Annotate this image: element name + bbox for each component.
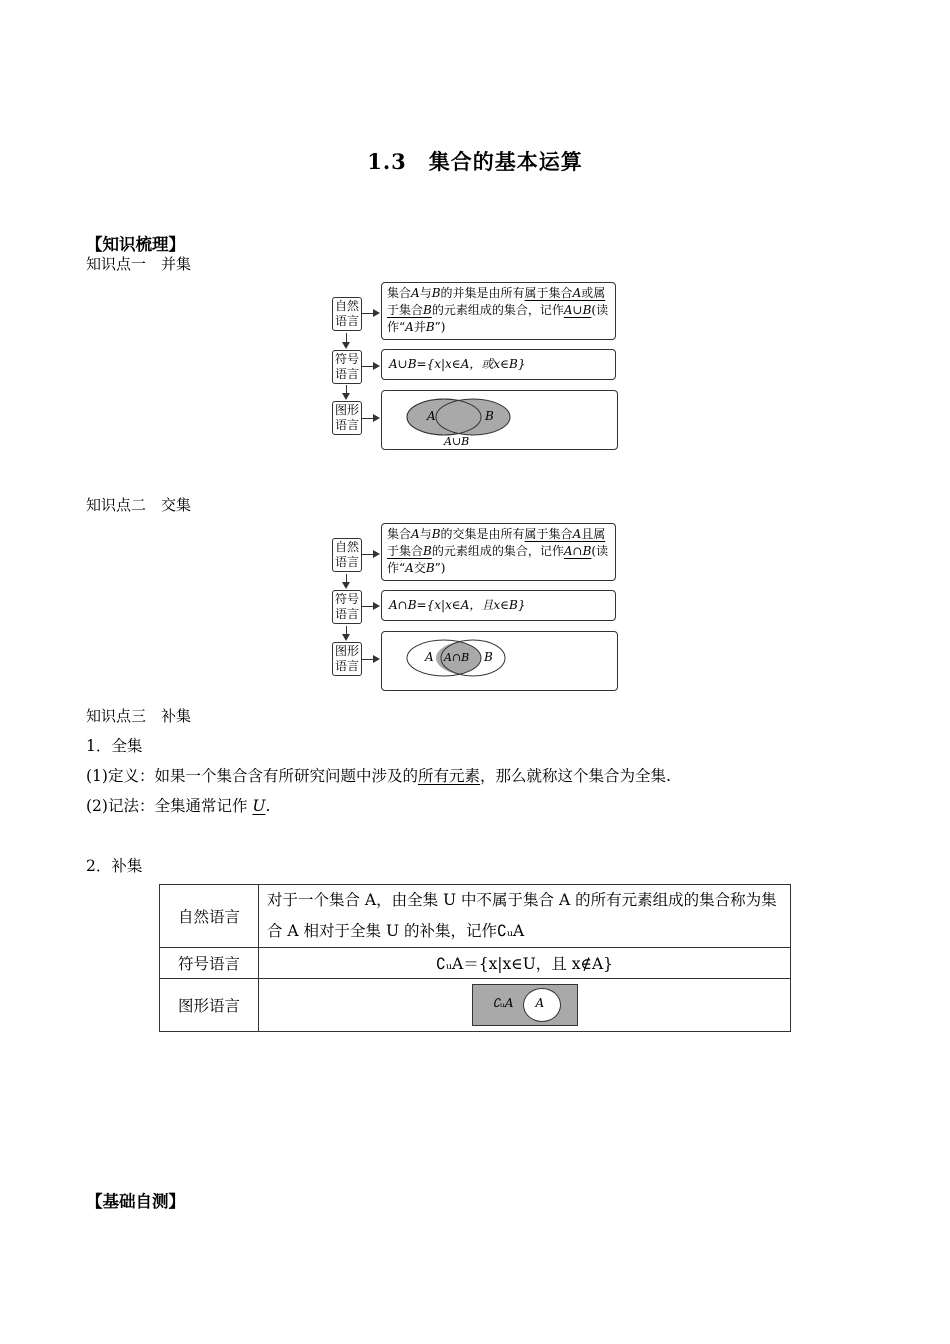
union-symbol-formula: A∪B={x|x∈A，或x∈B} <box>389 357 526 371</box>
union-natural-box: 集合A与B的并集是由所有属于集合A或属 于集合B的元素组成的集合，记作A∪B(读作“A并B”) <box>381 282 616 340</box>
graph-language-label: 图形语言 <box>160 979 259 1032</box>
universe-title: 1．全集 <box>86 737 143 755</box>
natural-language-text: 对于一个集合 A，由全集 U 中不属于集合 A 的所有元素组成的集合称为集合 A 相对于全集 U 的补集，记作∁ᵤA <box>259 885 791 948</box>
universe-notation: (2)记法：全集通常记作 U. <box>86 797 271 815</box>
intersection-natural-box: 集合A与B的交集是由所有属于集合A且属 于集合B的元素组成的集合，记作A∩B(读作“A交B”) <box>381 523 616 581</box>
union-graph-box <box>381 390 618 450</box>
table-row <box>160 885 791 948</box>
complement-table <box>159 884 791 1032</box>
complement-outside-label: ∁ᵤA <box>492 996 514 1010</box>
intersection-graph-label: 图形语言 <box>332 642 362 676</box>
union-venn-diagram <box>382 391 617 449</box>
intersection-symbol-label: 符号语言 <box>332 590 362 624</box>
universe-definition: (1)定义：如果一个集合含有所研究问题中涉及的所有元素，那么就称这个集合为全集. <box>86 767 671 785</box>
arrow-right-icon <box>373 655 380 663</box>
arrow-down-icon <box>342 634 350 641</box>
complement-inside-label: A <box>535 996 545 1010</box>
intersection-natural-label: 自然语言 <box>332 538 362 572</box>
venn-label-intersection: A∩B <box>444 651 470 664</box>
natural-language-label: 自然语言 <box>160 885 259 948</box>
intersection-symbol-formula: A∩B={x|x∈A，且x∈B} <box>389 598 526 612</box>
complement-diagram <box>472 984 578 1026</box>
table-row <box>160 979 791 1032</box>
knowledge-point-1-heading: 知识点一 并集 <box>86 255 192 273</box>
intersection-graph-box <box>381 631 618 691</box>
venn-label-a: A <box>427 409 436 423</box>
section-heading-review: 【知识梳理】 <box>86 235 185 254</box>
complement-title: 2．补集 <box>86 857 143 875</box>
intersection-venn-diagram <box>382 632 617 690</box>
graph-language-cell <box>259 979 791 1032</box>
page-title: 1.3 集合的基本运算 <box>367 149 583 174</box>
venn-label-b: B <box>484 650 493 664</box>
intersection-symbol-box <box>381 590 616 621</box>
arrow-right-icon <box>373 414 380 422</box>
knowledge-point-3-heading: 知识点三 补集 <box>86 707 192 725</box>
venn-label-a: A <box>425 650 434 664</box>
arrow-right-icon <box>373 550 380 558</box>
union-symbol-box <box>381 349 616 380</box>
arrow-down-icon <box>342 582 350 589</box>
table-row <box>160 948 791 979</box>
union-symbol-label: 符号语言 <box>332 350 362 384</box>
venn-caption: A∪B <box>444 435 470 448</box>
arrow-right-icon <box>373 309 380 317</box>
union-graph-label: 图形语言 <box>332 401 362 435</box>
arrow-right-icon <box>373 362 380 370</box>
arrow-down-icon <box>342 393 350 400</box>
arrow-right-icon <box>373 602 380 610</box>
union-natural-label: 自然语言 <box>332 297 362 331</box>
section-heading-selftest: 【基础自测】 <box>86 1192 185 1211</box>
symbol-language-text: ∁ᵤA＝{x|x∈U，且 x∉A} <box>259 948 791 979</box>
symbol-language-label: 符号语言 <box>160 948 259 979</box>
arrow-down-icon <box>342 342 350 349</box>
knowledge-point-2-heading: 知识点二 交集 <box>86 496 192 514</box>
venn-label-b: B <box>485 409 494 423</box>
